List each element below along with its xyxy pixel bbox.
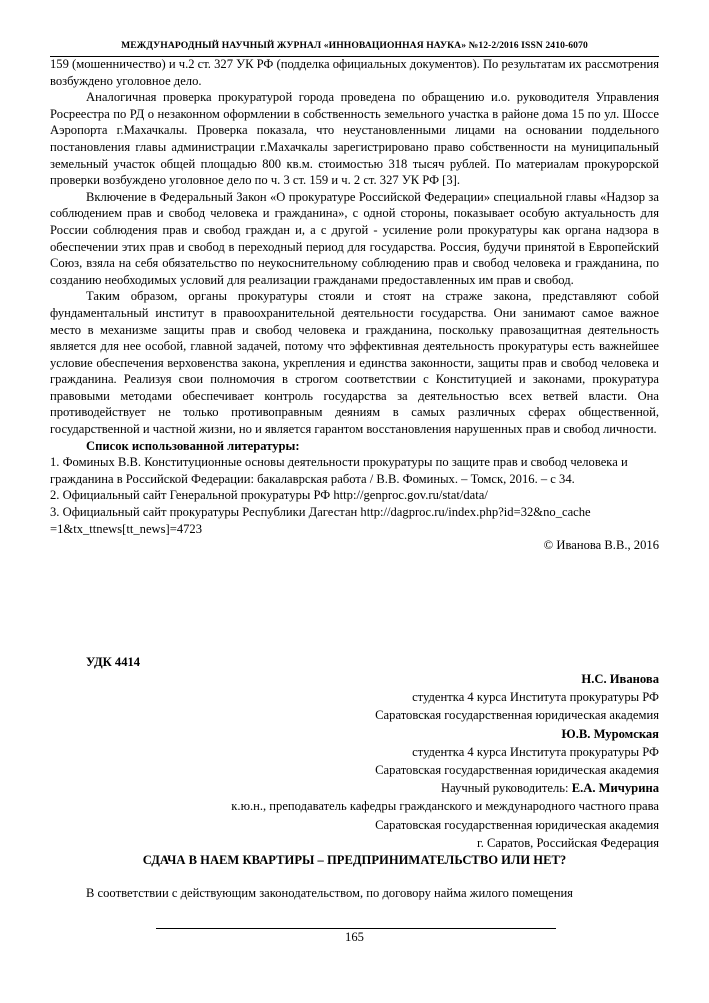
journal-header: МЕЖДУНАРОДНЫЙ НАУЧНЫЙ ЖУРНАЛ «ИННОВАЦИОННАЯ НАУКА» №12-2/2016 ISSN 2410-6070 bbox=[121, 40, 588, 51]
advisor-position: к.ю.н., преподаватель кафедры гражданского и международного частного права bbox=[231, 799, 659, 814]
advisor-organization: Саратовская государственная юридическая академия bbox=[375, 817, 659, 832]
author-position: студентка 4 курса Института прокуратуры РФ bbox=[412, 690, 659, 705]
paragraph: 159 (мошенничество) и ч.2 ст. 327 УК РФ (подделка официальных документов). По результатам их рассмотрения возбуждено уголовное дело. bbox=[50, 57, 659, 88]
reference-item: 2. Официальный сайт Генеральной прокуратуры РФ http://genproc.gov.ru/stat/data/ bbox=[50, 488, 488, 503]
paragraph: Включение в Федеральный Закон «О прокуратуре Российской Федерации» специальной главы «Надзор за соблюдением прав и свобод человека и гражданина», с одной стороны, показывает особую актуальность для России соблюдения прав и свобод граждан и, а с другой - усиление роли прокуратуры как органа надзора в обеспечении этих прав и свобод в переходный период для государства. Россия, будучи принятой в Европейский Союз, взяла на себя обязательство по неукоснительному соблюдению прав и свобод человека и гражданина, по созданию необходимых условий для реализации гражданами предоставленных им прав и свобод. bbox=[50, 189, 659, 287]
paragraph: Аналогичная проверка прокуратурой города проведена по обращению и.о. руководителя Управления Росреестра по РД о незаконном оформлении в собственность земельного участка в районе дома 15 по ул. Шоссе Аэропорта г.Махачкалы. Проверка показала, что неустановленными лицами на основании поддельного постановления главы администрации г.Махачкалы зарегистрировано право собственности на муниципальный земельный участок общей площадью 800 кв.м. стоимостью 318 тысяч рублей. По материалам прокурорской проверки возбуждено уголовное дело по ч. 3 ст. 159 и ч. 2 ст. 327 УК РФ [3]. bbox=[50, 90, 659, 188]
author-position: студентка 4 курса Института прокуратуры РФ bbox=[412, 744, 659, 759]
author-organization: Саратовская государственная юридическая академия bbox=[375, 708, 659, 723]
paragraph: Таким образом, органы прокуратуры стояли и стоят на страже закона, представляют собой фундаментальный институт в правоохранительной деятельности государства. Они занимают самое важное место в механизме защиты прав и свобод человека и гражданина, поскольку правозащитная деятельность является для нее особой, главной задачей, потому что эффективная деятельность прокуратуры есть важнейшее условие обеспечения верховенства закона, укрепления и единства законности, защиты прав и свобод человека и гражданина. Реализуя свои полномочия в строгом соответствии с Конституцией и законами, прокуратура правовыми методами обеспечивает контроль государства за деятельностью всех ветвей власти. Она противодействует не только противоправным деяниям в самых различных сферах общественной, государственной и частной жизни, но и является гарантом восстановления нарушенных прав и свобод личности. bbox=[50, 289, 659, 437]
copyright-line: © Иванова В.В., 2016 bbox=[543, 538, 659, 553]
location: г. Саратов, Российская Федерация bbox=[476, 835, 659, 850]
author-name: Н.С. Иванова bbox=[581, 672, 659, 686]
footer-divider bbox=[156, 928, 556, 929]
author-organization: Саратовская государственная юридическая академия bbox=[375, 763, 659, 778]
article-first-line: В соответствии с действующим законодательством, по договору найма жилого помещения bbox=[86, 886, 573, 900]
advisor-name: Е.А. Мичурина bbox=[571, 781, 659, 796]
advisor-line bbox=[50, 779, 659, 797]
references-title: Список использованной литературы: bbox=[86, 438, 300, 453]
advisor-label: Научный руководитель: bbox=[441, 781, 572, 796]
reference-item: 3. Официальный сайт прокуратуры Республики Дагестан http://dagproc.ru/index.php?id=32&no_cache =1&tx_ttnews[tt_news]=4723 bbox=[50, 505, 591, 536]
author-block bbox=[50, 670, 659, 852]
page-number: 165 bbox=[345, 930, 364, 944]
udk-code: УДК 4414 bbox=[86, 655, 141, 669]
article-body bbox=[50, 56, 659, 554]
author-name: Ю.В. Муромская bbox=[561, 726, 659, 741]
article-title: СДАЧА В НАЕМ КВАРТИРЫ – ПРЕДПРИНИМАТЕЛЬСТВО ИЛИ НЕТ? bbox=[142, 853, 567, 867]
reference-item: 1. Фоминых В.В. Конституционные основы деятельности прокуратуры по защите прав и свобод человека и гражданина в Российской Федерации: бакалаврская работа / В.В. Фоминых. – Томск, 2016. – с 34. bbox=[50, 455, 628, 486]
